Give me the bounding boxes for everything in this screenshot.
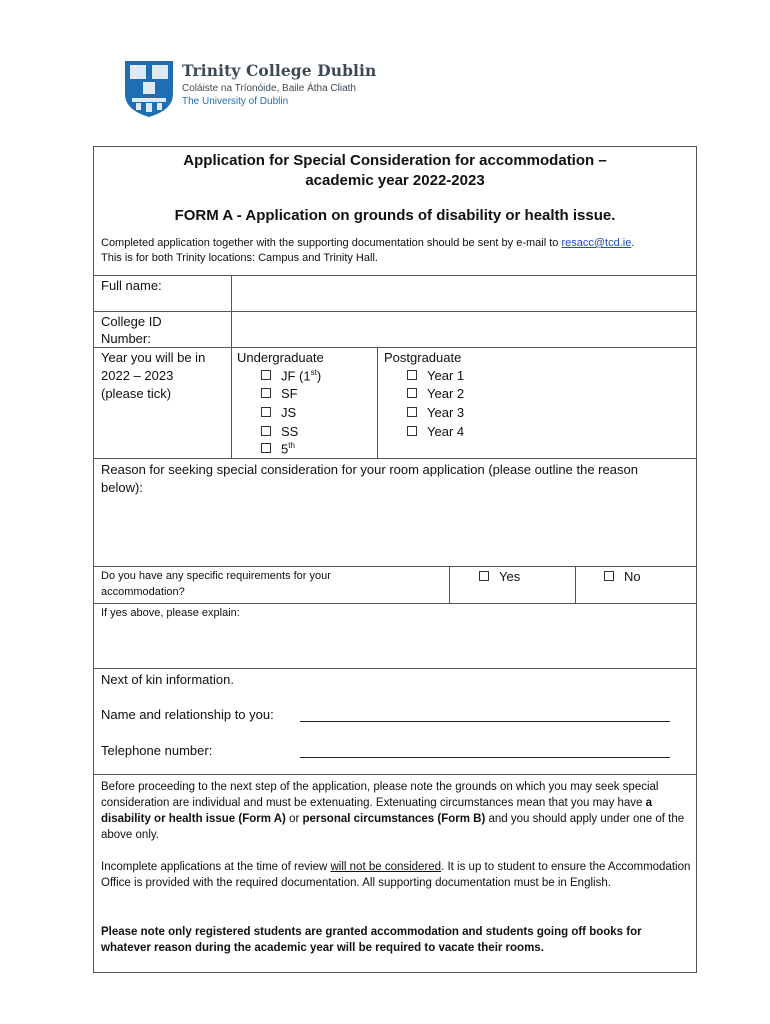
divider: [94, 603, 696, 604]
note-paragraph-1: [101, 779, 691, 843]
option-label: Year 2: [427, 386, 465, 401]
checkbox-icon[interactable]: [261, 407, 271, 417]
checkbox-ss[interactable]: [261, 424, 298, 439]
checkbox-icon[interactable]: [261, 370, 271, 380]
note-bold: a disability or health issue (Form A): [101, 797, 653, 825]
option-sup: th: [288, 441, 295, 450]
divider: [94, 774, 696, 775]
option-label-end: ): [316, 368, 322, 384]
option-label: SS: [281, 424, 299, 439]
email-link[interactable]: resacc@tcd.ie: [561, 237, 632, 249]
reason-label-2: below):: [101, 480, 143, 495]
university-name: The University of Dublin: [182, 96, 289, 107]
checkbox-icon[interactable]: [407, 407, 417, 417]
undergraduate-label: Undergraduate: [237, 350, 324, 365]
form-title-line1: Application for Special Consideration for accommodation –: [183, 152, 607, 169]
intro-text: [101, 237, 634, 249]
kin-name-label: Name and relationship to you:: [101, 707, 274, 722]
checkbox-icon[interactable]: [407, 426, 417, 436]
option-label: SF: [281, 386, 298, 401]
college-id-label-2: Number:: [101, 331, 151, 346]
intro-text-end: .: [631, 237, 635, 249]
note-underline: will not be considered: [330, 861, 442, 873]
kin-name-field[interactable]: [300, 721, 670, 722]
option-label: JS: [281, 405, 297, 420]
kin-phone-field[interactable]: [300, 757, 670, 758]
requirements-label: Do you have any specific requirements for your: [101, 570, 331, 582]
divider: [377, 347, 378, 458]
reason-label: Reason for seeking special consideration for your room application (please outline the reason: [101, 462, 638, 477]
option-label: Year 3: [427, 405, 465, 420]
form-title-line2: academic year 2022-2023: [305, 172, 485, 189]
intro-line2: This is for both Trinity locations: Campus and Trinity Hall.: [101, 252, 378, 264]
checkbox-sf[interactable]: [261, 386, 298, 401]
note-text: and you should apply under one of the above only.: [101, 813, 685, 841]
requirements-label-2: accommodation?: [101, 586, 185, 598]
divider: [94, 458, 696, 459]
checkbox-year-4[interactable]: [407, 424, 464, 439]
kin-phone-label: Telephone number:: [101, 743, 213, 758]
checkbox-jf[interactable]: [261, 368, 321, 383]
year-label: Year you will be in: [101, 350, 206, 365]
checkbox-icon[interactable]: [407, 388, 417, 398]
checkbox-no[interactable]: [604, 569, 641, 584]
note-text: or: [285, 813, 303, 825]
reason-textarea[interactable]: [101, 499, 691, 563]
institution-name: Trinity College Dublin: [182, 61, 377, 80]
intro-text-body: Completed application together with the supporting documentation should be sent by e-mail to: [101, 237, 559, 249]
checkbox-5th[interactable]: [261, 441, 295, 456]
college-id-field[interactable]: [232, 312, 696, 346]
yes-label: Yes: [499, 569, 521, 584]
note-text: Before proceeding to the next step of the application, please note the grounds on which you may seek special consideration are individual and must be extenuating. Extenuating circumstances mean that you may have: [101, 781, 659, 809]
checkbox-icon[interactable]: [261, 388, 271, 398]
checkbox-year-3[interactable]: [407, 405, 464, 420]
divider: [575, 566, 576, 603]
checkbox-yes[interactable]: [479, 569, 520, 584]
full-name-label: Full name:: [101, 278, 162, 293]
tcd-logo: [124, 60, 376, 118]
divider: [94, 566, 696, 567]
note-text: . It is up to student to ensure the Accommodation Office is provided with the required documentation. All supporting documentation must be in English.: [101, 861, 691, 889]
checkbox-icon[interactable]: [479, 571, 489, 581]
kin-heading: Next of kin information.: [101, 672, 234, 687]
checkbox-year-1[interactable]: [407, 368, 464, 383]
divider: [94, 347, 696, 348]
postgraduate-label: Postgraduate: [384, 350, 462, 365]
explain-label: If yes above, please explain:: [101, 607, 240, 619]
note-paragraph-2: [101, 859, 691, 891]
checkbox-icon[interactable]: [261, 426, 271, 436]
divider: [449, 566, 450, 603]
checkbox-icon[interactable]: [604, 571, 614, 581]
year-label-3: (please tick): [101, 386, 172, 401]
note-bold: personal circumstances (Form B): [302, 813, 486, 825]
option-label: 5: [281, 441, 289, 457]
option-label: Year 1: [427, 368, 465, 383]
checkbox-icon[interactable]: [261, 443, 271, 453]
note-paragraph-3: Please note only registered students are granted accommodation and students going off books for whatever reason during the academic year will be required to vacate their rooms.: [101, 926, 642, 954]
college-id-label: College ID: [101, 314, 162, 329]
form-subtitle: FORM A - Application on grounds of disability or health issue.: [174, 207, 616, 224]
application-form: [93, 146, 697, 973]
note-text: Incomplete applications at the time of review: [101, 861, 331, 873]
checkbox-year-2[interactable]: [407, 386, 464, 401]
option-label: JF (1: [281, 368, 311, 384]
option-sup: st: [310, 368, 317, 377]
explain-textarea[interactable]: [101, 625, 691, 665]
institution-irish-name: Coláiste na Tríonóide, Baile Átha Cliath: [182, 83, 356, 94]
divider: [94, 668, 696, 669]
tcd-crest-icon: [124, 60, 174, 118]
checkbox-icon[interactable]: [407, 370, 417, 380]
year-label-2: 2022 – 2023: [101, 368, 174, 383]
checkbox-js[interactable]: [261, 405, 296, 420]
no-label: No: [624, 569, 641, 584]
option-label: Year 4: [427, 424, 465, 439]
full-name-field[interactable]: [232, 276, 696, 310]
